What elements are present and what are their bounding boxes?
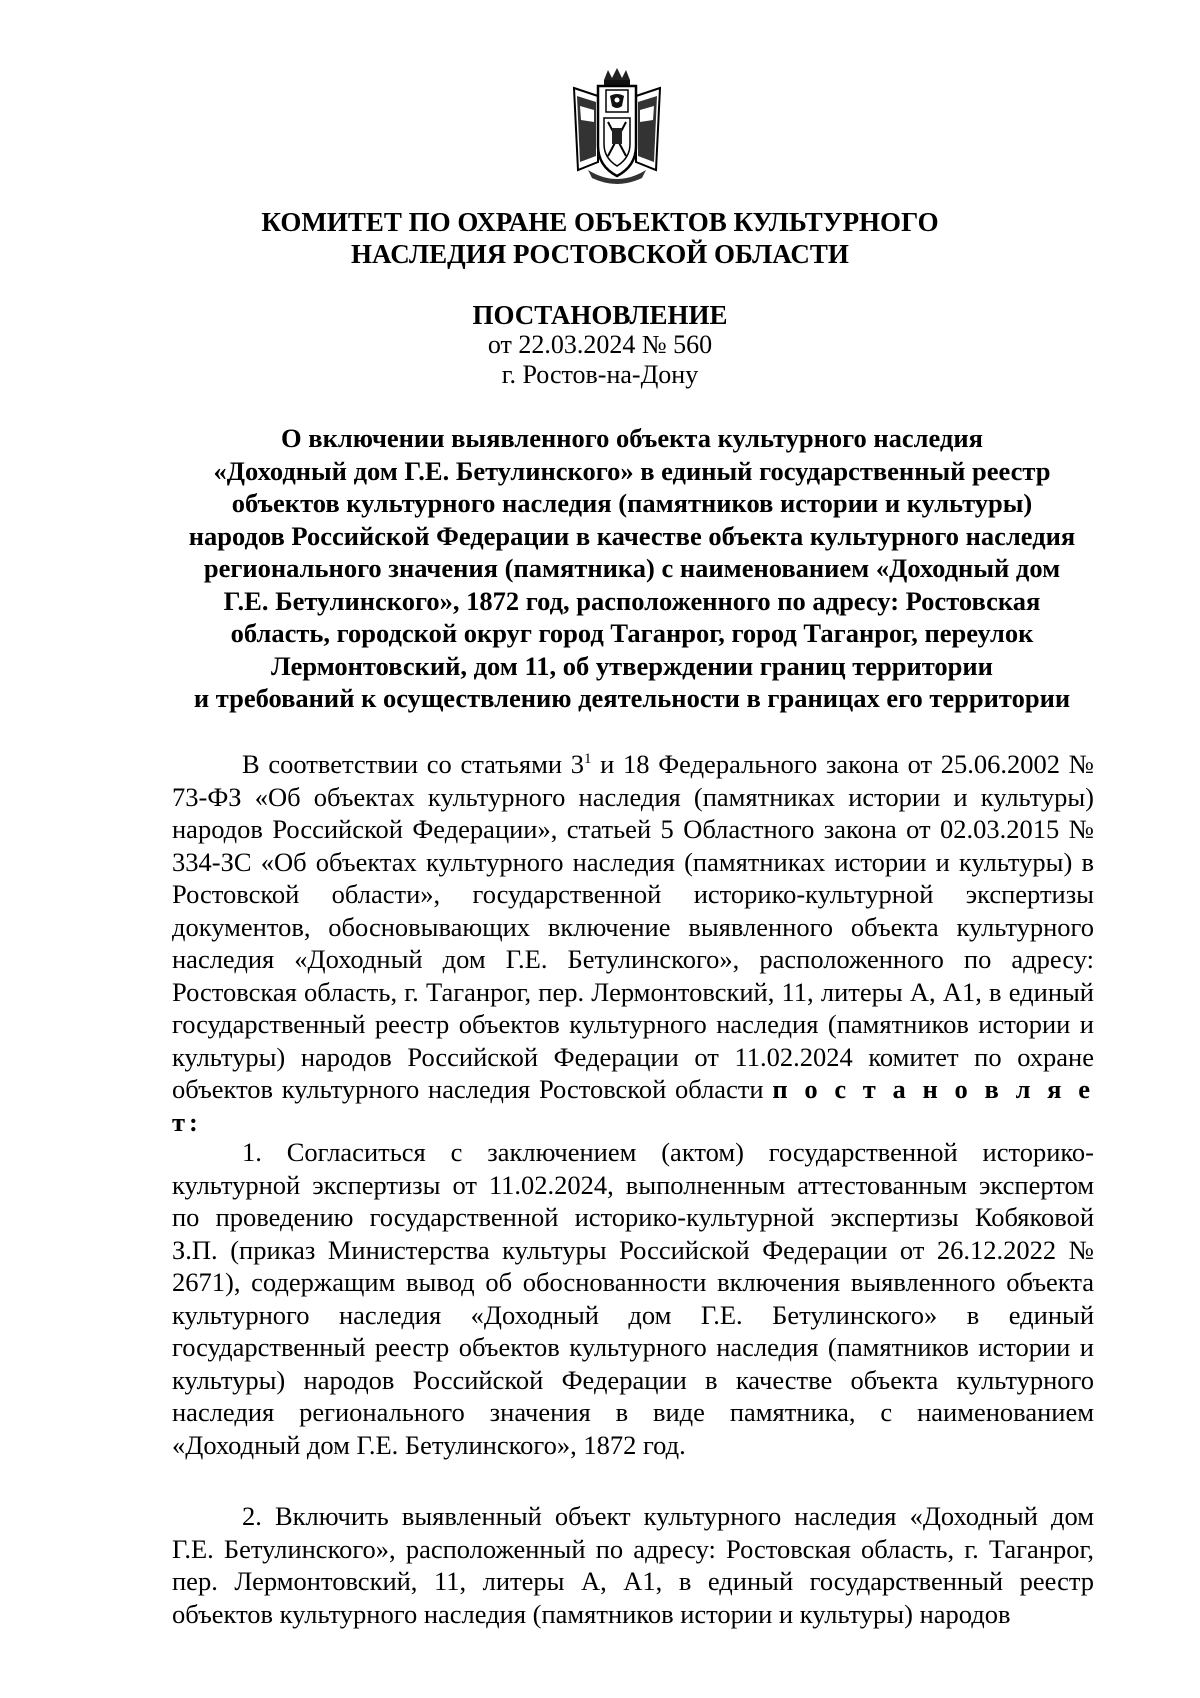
document-meta bbox=[120, 330, 1080, 390]
title-line: объектов культурного наследия (памятников истории и культуры) bbox=[231, 488, 1033, 518]
coat-of-arms-emblem bbox=[568, 66, 666, 186]
org-line-1: КОМИТЕТ ПО ОХРАНЕ ОБЪЕКТОВ КУЛЬТУРНОГО bbox=[261, 207, 939, 237]
title-line: Лермонтовский, дом 11, об утверждении границ территории bbox=[271, 650, 993, 681]
title-line: область, городской округ город Таганрог, город Таганрог, переулок bbox=[230, 618, 1034, 648]
preamble-paragraph bbox=[172, 748, 1094, 1138]
title-line: Г.Е. Бетулинского», 1872 год, расположенного по адресу: Ростовская bbox=[223, 585, 1041, 616]
organization-name bbox=[120, 206, 1080, 270]
decree-word: п о с т а н о в л я е т: bbox=[172, 1074, 1095, 1137]
title-line: О включении выявленного объекта культурного наследия bbox=[281, 423, 983, 453]
preamble-text-main: и 18 Федерального закона от 25.06.2002 № 73-ФЗ «Об объектах культурного наследия (памятниках истории и культуры) народов Российской Федерации», статьей 5 Областного закона от 02.03.2015 № 334-ЗС «Об объектах культурного наследия (памятниках истории и культуры) в Ростовской области», государственной историко-культурной экспертизы документов, обосновывающих включение выявленного объекта культурного наследия «Доходный дом Г.Е. Бетулинского», расположенного по адресу: Ростовская область, г. Таганрог, пер. Лермонтовский, 11, литеры А, А1, в единый государственный реестр объектов культурного наследия (памятников истории и культуры) народов Российской Федерации от 11.02.2024 комитет по охране объектов культурного наследия Ростовской области bbox=[172, 749, 1094, 1104]
list-item-2: 2. Включить выявленный объект культурного наследия «Доходный дом Г.Е. Бетулинского», расположенный по адресу: Ростовская область, г. Таганрог, пер. Лермонтовский, 11, литеры А, А1, в единый государственный реестр объектов культурного наследия (памятников истории и культуры) народов bbox=[172, 1501, 1094, 1629]
document-date-number: от 22.03.2024 № 560 bbox=[487, 330, 713, 359]
list-item-1: 1. Согласиться с заключением (актом) государственной историко-культурной экспертизы от 11.02.2024, выполненным аттестованным экспертом по проведению государственной историко-культурной экспертизы Кобяковой З.П. (приказ Министерства культуры Российской Федерации от 26.12.2022 № 2671), содержащим вывод об обоснованности включения выявленного объекта культурного наследия «Доходный дом Г.Е. Бетулинского» в единый государственный реестр объектов культурного наследия (памятников истории и культуры) народов Российской Федерации в качестве объекта культурного наследия регионального значения в виде памятника, с наименованием «Доходный дом Г.Е. Бетулинского», 1872 год. bbox=[172, 1137, 1094, 1460]
title-line: народов Российской Федерации в качестве объекта культурного наследия bbox=[188, 520, 1076, 551]
title-line: регионального значения (памятника) с наименованием «Доходный дом bbox=[203, 553, 1061, 583]
article-superscript: 1 bbox=[583, 751, 592, 767]
preamble-text-start: В соответствии со статьями 3 bbox=[242, 749, 584, 779]
document-city: г. Ростов-на-Дону bbox=[501, 360, 699, 389]
document-title bbox=[168, 422, 1096, 715]
org-line-2: НАСЛЕДИЯ РОСТОВСКОЙ ОБЛАСТИ bbox=[351, 239, 849, 269]
title-line: «Доходный дом Г.Е. Бетулинского» в единый государственный реестр bbox=[213, 455, 1051, 486]
document-type: ПОСТАНОВЛЕНИЕ bbox=[472, 300, 728, 330]
title-line: и требований к осуществлению деятельности в границах его территории bbox=[193, 683, 1071, 713]
